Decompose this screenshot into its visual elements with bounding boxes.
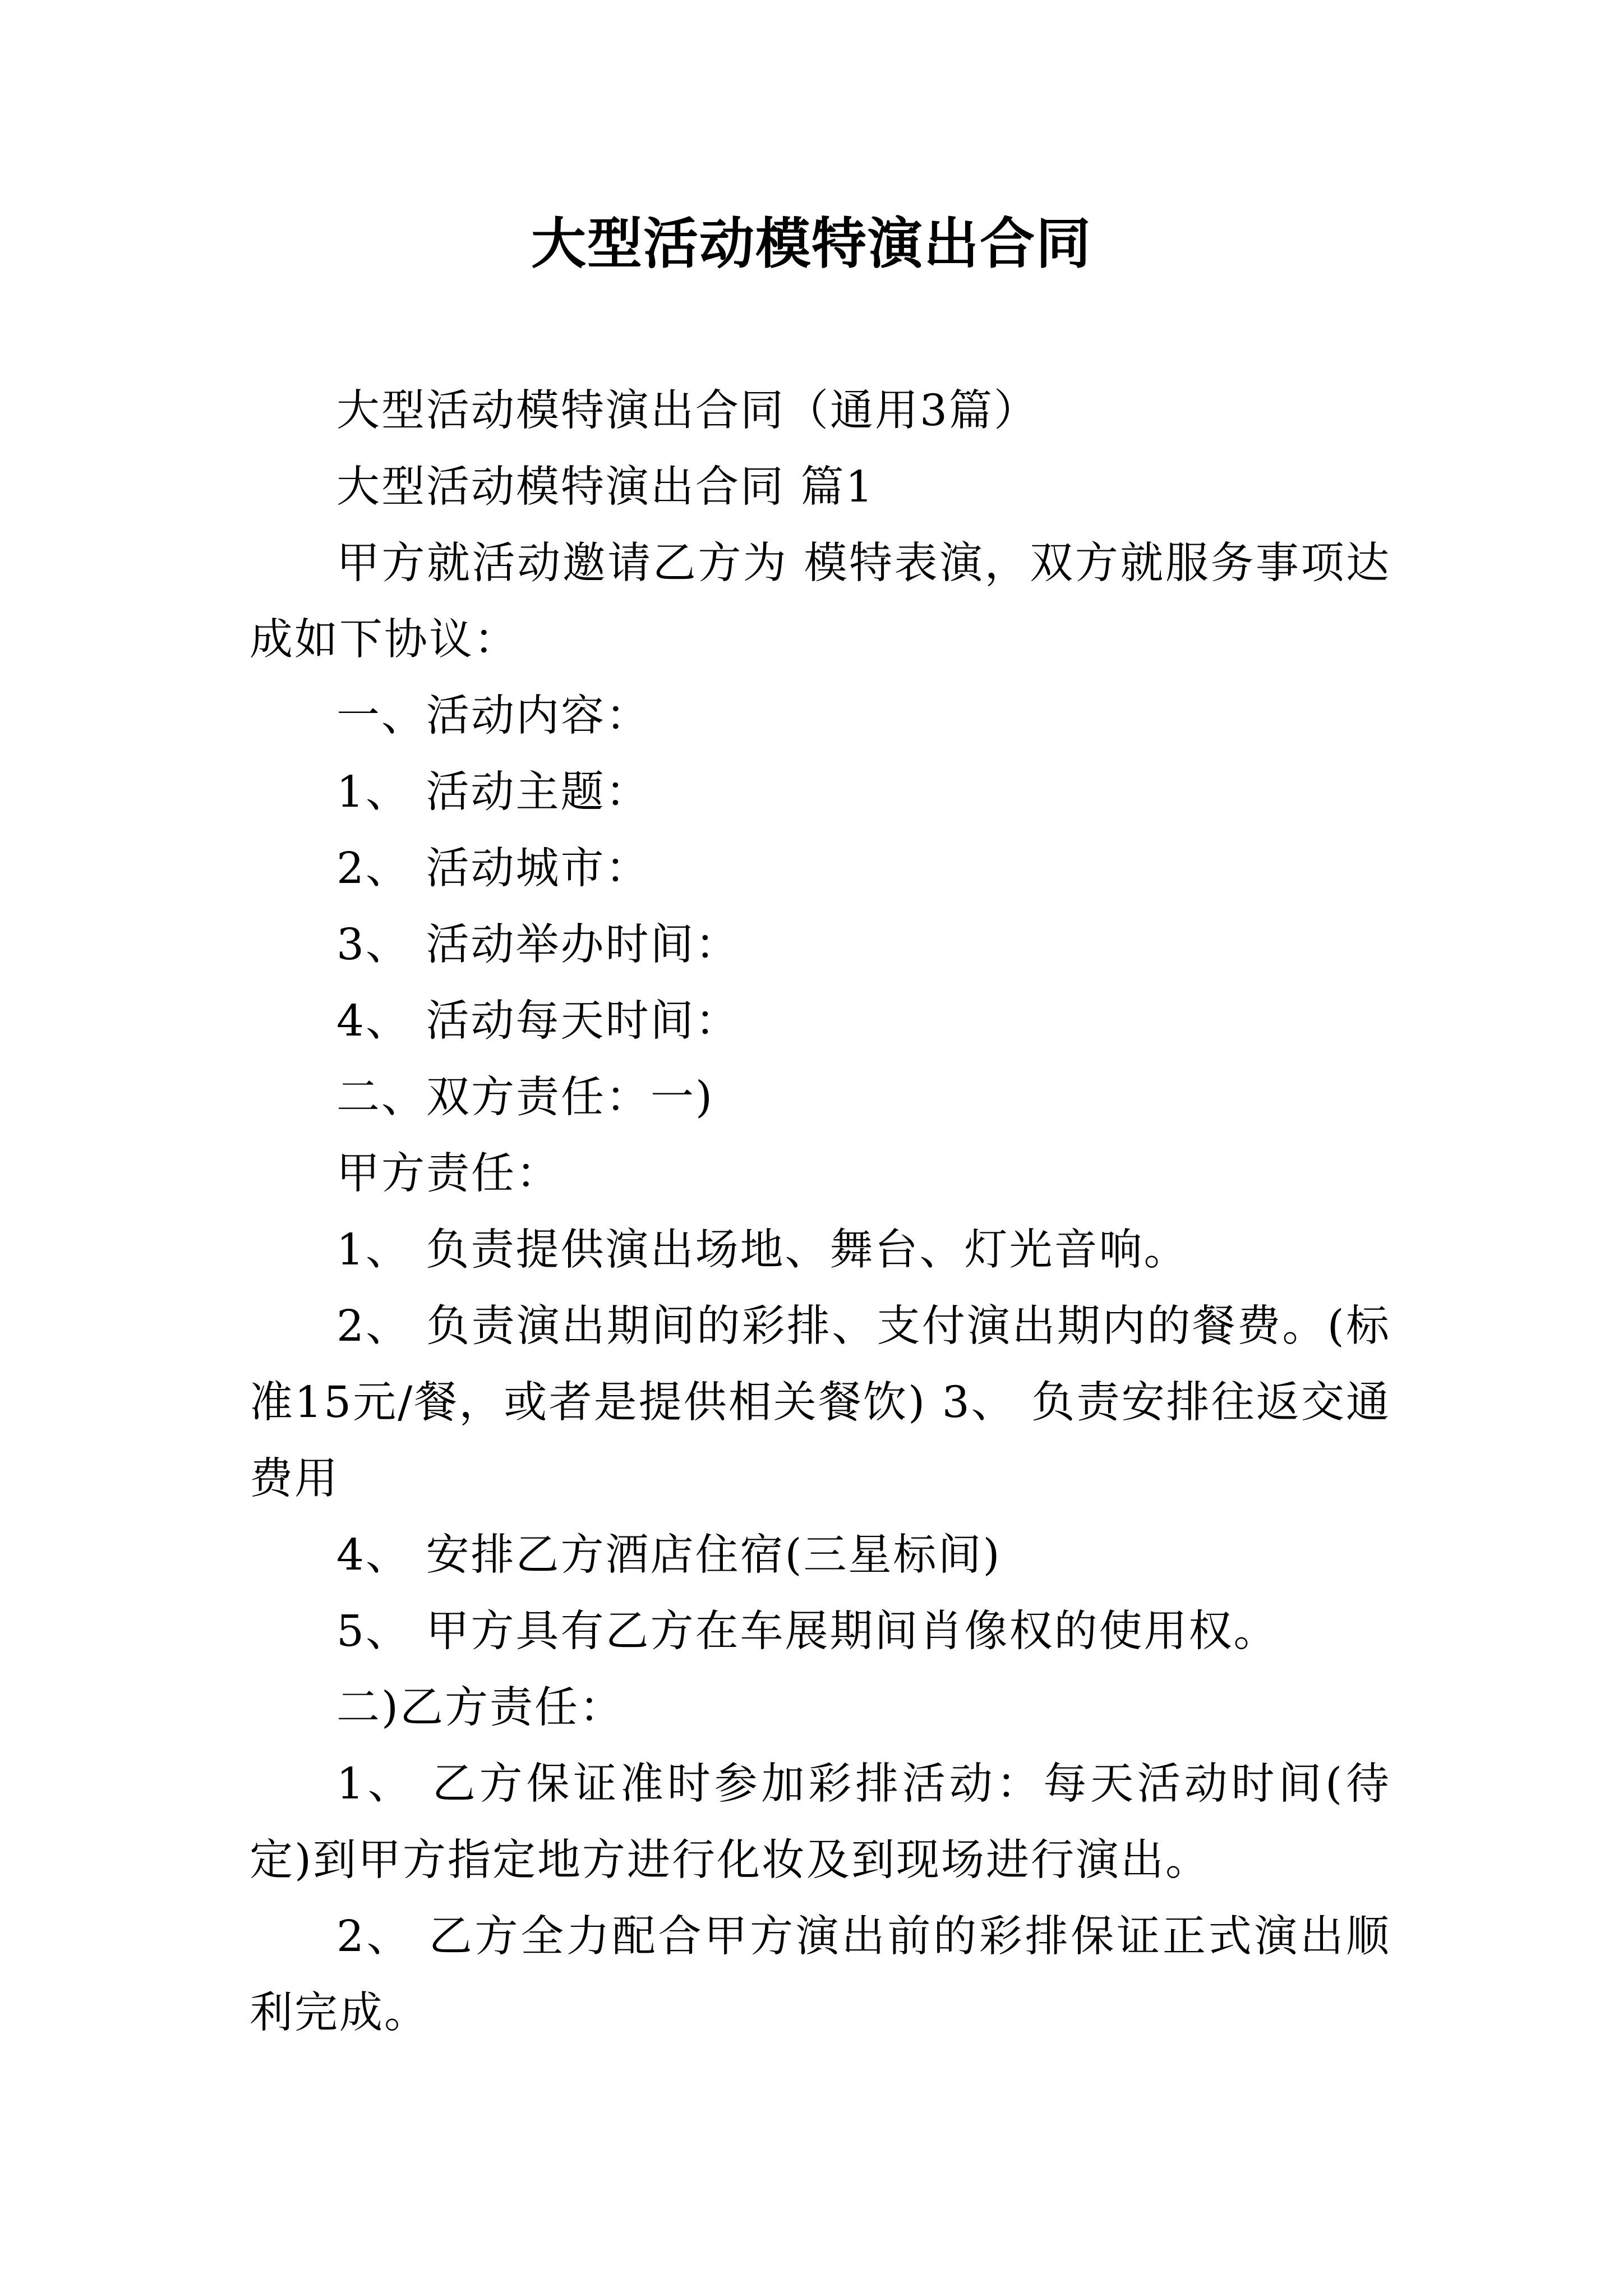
document-body [250,373,1391,2051]
paragraph-section-heading: 大型活动模特演出合同 篇1 [336,462,875,512]
paragraph-party-a-item-1: 1、 负责提供演出场地、舞台、灯光音响。 [336,1225,1189,1275]
paragraph-activity-daily-time: 4、 活动每天时间： [336,996,740,1046]
paragraph-activity-theme: 1、 活动主题： [336,767,651,817]
paragraph-party-a-item-4: 4、 安排乙方酒店住宿(三星标间) [336,1530,1002,1580]
paragraph-party-a-item-2: 2、 负责演出期间的彩排、支付演出期内的餐费。(标准15元/餐，或者是提供相关餐饮) 3、 负责安排往返交通费用 [250,1301,1391,1504]
paragraph-party-a-heading: 甲方责任： [336,1149,561,1199]
document-title: 大型活动模特演出合同 [531,211,1092,276]
paragraph-activity-city: 2、 活动城市： [336,844,651,894]
paragraph-responsibilities: 二、双方责任：一) [336,1073,714,1122]
paragraph-party-a-item-5: 5、 甲方具有乙方在车展期间肖像权的使用权。 [336,1607,1279,1657]
paragraph-activity-content: 一、活动内容： [336,691,651,741]
paragraph-subtitle: 大型活动模特演出合同（通用3篇） [336,386,1039,436]
paragraph-party-b-item-2: 2、 乙方全力配合甲方演出前的彩排保证正式演出顺利完成。 [250,1912,1391,2038]
paragraph-party-b-heading: 二)乙方责任： [336,1683,625,1733]
paragraph-activity-date: 3、 活动举办时间： [336,920,740,970]
paragraph-party-b-item-1: 1、 乙方保证准时参加彩排活动：每天活动时间(待定)到甲方指定地方进行化妆及到现场进行演出。 [250,1759,1391,1885]
paragraph-intro: 甲方就活动邀请乙方为 模特表演，双方就服务事项达成如下协议： [250,539,1391,665]
